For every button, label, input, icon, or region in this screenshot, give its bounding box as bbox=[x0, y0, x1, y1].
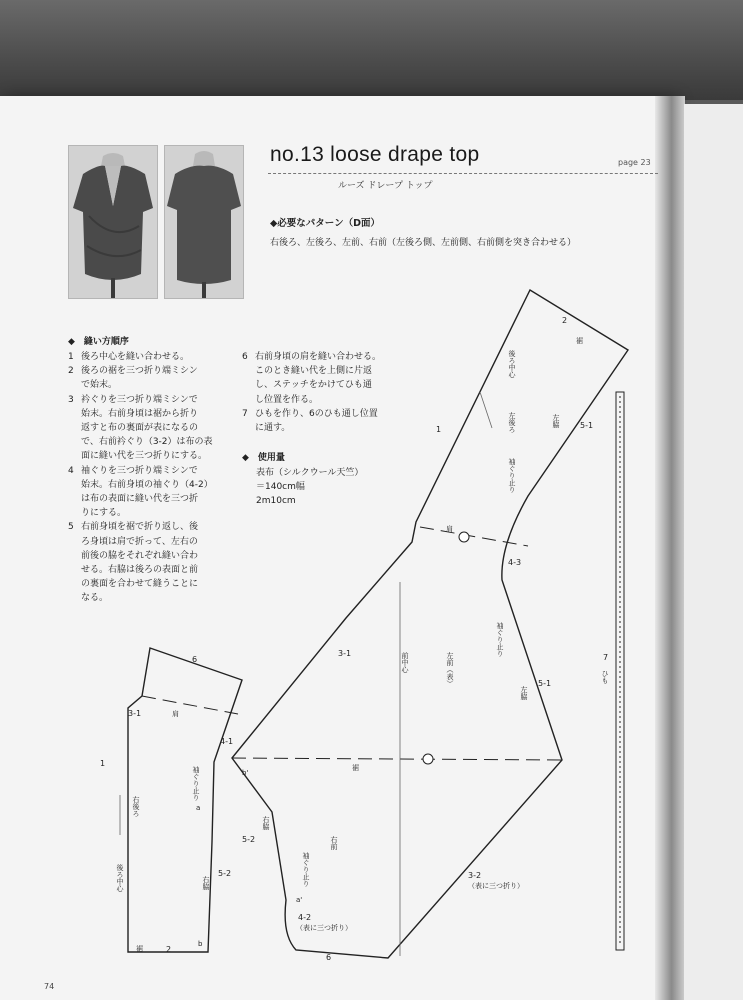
required-pattern-text: 右後ろ、左後ろ、左前、右前（左後ろ側、左前側、右前側を突き合わせる） bbox=[270, 238, 577, 248]
label-front-center: 前中心 bbox=[401, 652, 409, 673]
label-shoulder-back: 肩 bbox=[172, 710, 179, 718]
label-fold-note: （表に三つ折り） bbox=[468, 882, 524, 890]
label-5-1b: 5-1 bbox=[538, 679, 552, 688]
back-shoulder-line bbox=[142, 696, 238, 714]
step-text: ひもを作り、6のひも通し位置 に通す。 bbox=[255, 408, 378, 434]
label-back-center-2: 後ろ中心 bbox=[116, 864, 124, 892]
label-hem: 裾 bbox=[576, 337, 583, 345]
label-cord: ひも bbox=[601, 670, 609, 684]
label-a2: a' bbox=[296, 896, 303, 904]
step-number: 3 bbox=[68, 394, 74, 405]
label-1: 1 bbox=[436, 425, 442, 434]
step-number: 5 bbox=[68, 522, 74, 533]
label-2-back: 2 bbox=[166, 945, 172, 954]
label-hem-front: 裾 bbox=[352, 764, 359, 772]
step-text: 後ろ中心を縫い合わせる。 bbox=[81, 352, 190, 362]
sewing-order-heading: ◆ 縫い方順序 bbox=[68, 337, 129, 347]
label-left-front-face: 左前（表） bbox=[446, 652, 454, 687]
label-5-1: 5-1 bbox=[580, 421, 594, 430]
label-left-side-2: 左脇 bbox=[520, 686, 528, 700]
page-reference: page 23 bbox=[618, 158, 651, 167]
label-fold-note-2: （表に三つ折り） bbox=[296, 924, 352, 932]
page-number: 74 bbox=[44, 982, 55, 991]
cord-hole-mark bbox=[423, 754, 433, 764]
label-3-2: 3-2 bbox=[468, 871, 482, 880]
cord-hole-mark bbox=[459, 532, 469, 542]
label-sleeve-stop-4: 袖ぐり止り bbox=[192, 766, 200, 801]
fabric-amount-heading: ◆ 使用量 bbox=[242, 453, 285, 463]
label-right-back: 右後ろ bbox=[132, 796, 140, 817]
step-text: 袖ぐりを三つ折り端ミシンで 始末。右前身頃の袖ぐり（4-2） は布の表面に縫い代を三つ折 りにする。 bbox=[81, 465, 213, 519]
back-piece-outline bbox=[128, 648, 242, 952]
pattern-title: no.13 loose drape top bbox=[270, 143, 480, 166]
step-number: 2 bbox=[68, 366, 74, 377]
label-1-back: 1 bbox=[100, 759, 106, 768]
label-2: 2 bbox=[562, 316, 568, 325]
cord-piece bbox=[616, 392, 624, 950]
pattern-subtitle: ルーズ ドレープ トップ bbox=[338, 181, 433, 191]
label-right-side-back: 右脇 bbox=[202, 876, 210, 890]
label-right-side: 右脇 bbox=[262, 816, 270, 830]
step-number: 7 bbox=[242, 408, 248, 419]
label-left-back: 左後ろ bbox=[508, 412, 516, 433]
label-4-2: 4-2 bbox=[298, 913, 312, 922]
step-text: 後ろの裾を三つ折り端ミシン で始末。 bbox=[81, 366, 198, 391]
label-sleeve-stop-2: 袖ぐり止り bbox=[496, 622, 504, 657]
label-3-1-back: 3-1 bbox=[128, 709, 142, 718]
hem-fold-line bbox=[232, 758, 562, 760]
front-piece-outline bbox=[232, 290, 628, 958]
step-text: 衿ぐりを三つ折り端ミシンで 始末。右前身頃は裾から折り 返すと布の裏面が表になるの で、右前衿ぐり（3-2）は布の表 面に縫い代を三つ折りにする。 bbox=[81, 394, 213, 462]
label-back-center: 後ろ中心 bbox=[508, 350, 516, 378]
fabric-amount-text: 表布（シルクウール天竺） ＝140cm幅 2m10cm bbox=[256, 468, 364, 507]
label-hem-back: 裾 bbox=[136, 945, 143, 953]
label-right-front: 右前 bbox=[330, 836, 338, 850]
label-6-back: 6 bbox=[192, 655, 198, 664]
label-3-1: 3-1 bbox=[338, 649, 352, 658]
label-6-front: 6 bbox=[326, 953, 332, 962]
label-sleeve-stop-3: 袖ぐり止り bbox=[302, 852, 310, 887]
step-number: 6 bbox=[242, 352, 248, 362]
label-7: 7 bbox=[603, 653, 609, 662]
label-sleeve-stop: 袖ぐり止り bbox=[508, 458, 516, 493]
label-a: a bbox=[196, 804, 201, 812]
required-pattern-heading: ◆必要なパターン（D面） bbox=[270, 218, 381, 229]
step-text: 右前身頃を裾で折り返し、後 ろ身頃は肩で折って、左右の 前後の脇をそれぞれ縫い合わ せる。右脇は後ろの表面と前 の裏面を合わせて縫うことに なる。 bbox=[81, 522, 199, 604]
step-text: 右前身頃の肩を縫い合わせる。 このとき縫い代を上側に片返 し、ステッチをかけてひも通 し位置を作る。 bbox=[255, 352, 382, 405]
step-number: 1 bbox=[68, 352, 74, 362]
label-left-side: 左脇 bbox=[552, 414, 560, 428]
label-4-1: 4-1 bbox=[220, 737, 234, 746]
label-4-3: 4-3 bbox=[508, 558, 522, 567]
label-b: b bbox=[198, 940, 203, 948]
front-grainline bbox=[480, 392, 492, 428]
label-shoulder: 肩 bbox=[446, 525, 453, 533]
step-number: 4 bbox=[68, 465, 74, 476]
label-5-2-back: 5-2 bbox=[218, 869, 232, 878]
label-b2: b' bbox=[242, 769, 249, 777]
label-5-2: 5-2 bbox=[242, 835, 256, 844]
